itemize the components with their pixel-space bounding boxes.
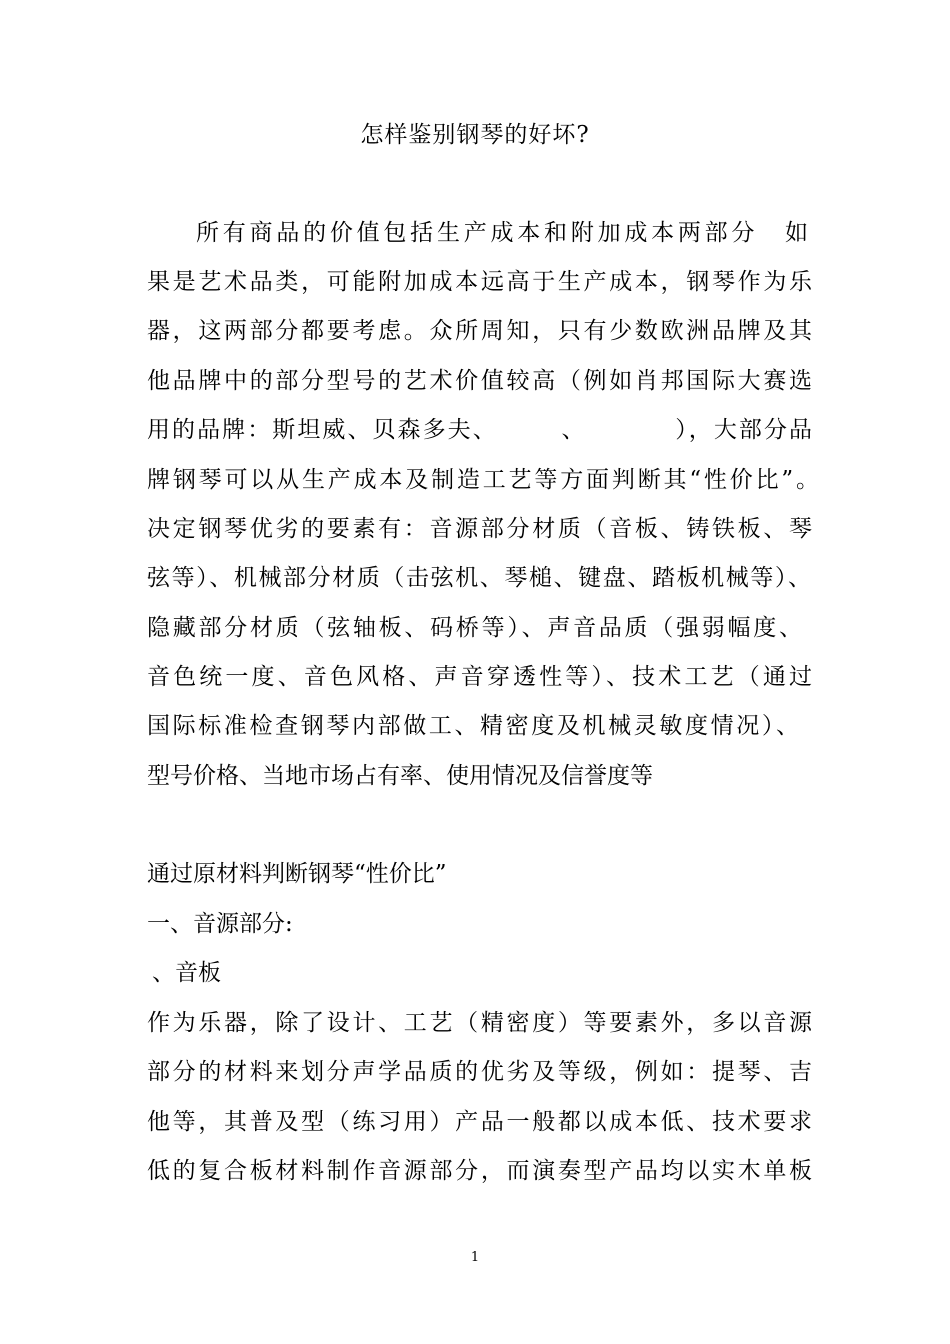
intro-line: 决定钢琴优劣的要素有：音源部分材质（音板、铸铁板、琴 [147,516,812,542]
item-heading: 、音板 [152,960,221,986]
intro-line: 所有商品的价值包括生产成本和附加成本两部分 如 [196,220,808,246]
intro-line: 果是艺术品类，可能附加成本远高于生产成本，钢琴作为乐 [147,269,812,295]
intro-line: 他品牌中的部分型号的艺术价值较高（例如肖邦国际大赛选 [147,368,812,394]
intro-line: 音色统一度、音色风格、声音穿透性等）、技术工艺（通过 [147,664,812,690]
body-line: 他等，其普及型（练习用）产品一般都以成本低、技术要求 [147,1109,812,1135]
body-line: 部分的材料来划分声学品质的优劣及等级，例如：提琴、吉 [147,1059,812,1085]
intro-line: 用的品牌：斯坦威、贝森多夫、 、 ），大部分品 [147,417,812,443]
intro-line: 牌钢琴可以从生产成本及制造工艺等方面判断其“性价比”。 [147,467,819,493]
intro-line: 国际标准检查钢琴内部做工、精密度及机械灵敏度情况）、 [147,713,799,739]
section-heading: 通过原材料判断钢琴“性价比” [147,861,447,887]
intro-line: 型号价格、当地市场占有率、使用情况及信誉度等 [147,763,653,789]
intro-line: 弦等）、机械部分材质（击弦机、琴槌、键盘、踏板机械等）、 [147,565,811,591]
intro-line: 隐藏部分材质（弦轴板、码桥等）、声音品质（强弱幅度、 [147,615,802,641]
intro-line: 器，这两部分都要考虑。众所周知，只有少数欧洲品牌及其 [147,318,812,344]
body-line: 低的复合板材料制作音源部分，而演奏型产品均以实木单板 [147,1158,812,1184]
body-line: 作为乐器，除了设计、工艺（精密度）等要素外，多以音源 [147,1010,812,1036]
page-number: 1 [470,1250,480,1265]
document-title: 怎样鉴别钢琴的好坏? [360,122,590,148]
subsection-heading: 一、音源部分: [147,911,293,937]
